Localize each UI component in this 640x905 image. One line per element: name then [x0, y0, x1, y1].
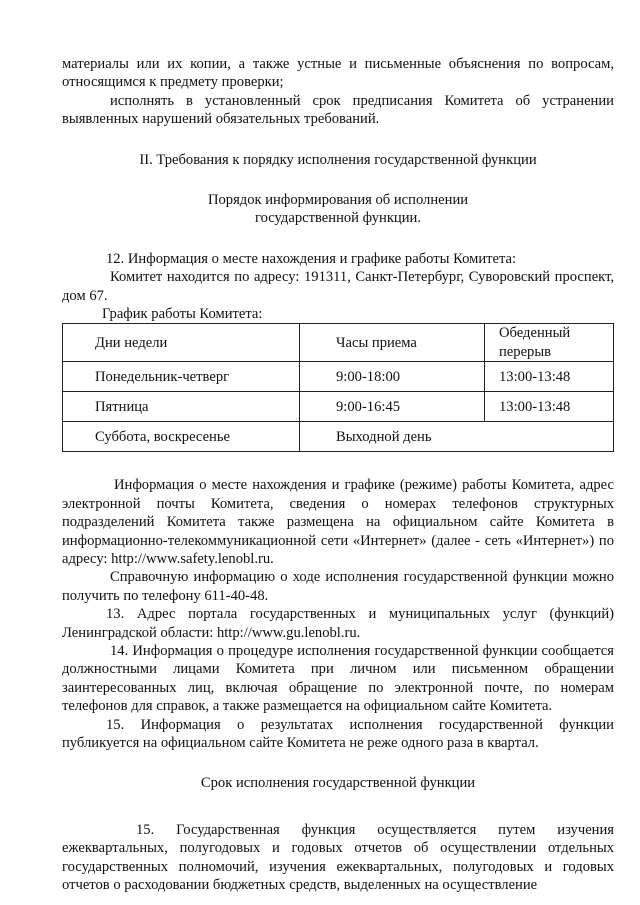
- item-15-results: 15. Информация о результатах исполнения государственной функции публикуется на официальном сайте Комитета не реже одного раза в квартал.: [62, 716, 614, 751]
- intro-paragraph-2: исполнять в установленный срок предписания Комитета об устранении выявленных нарушений обязательных требований.: [62, 92, 614, 128]
- paragraph-reference: Справочную информацию о ходе исполнения государственной функции можно получить по телефону 611-40-48.: [62, 569, 614, 604]
- row-2-days: Пятница: [63, 392, 300, 422]
- schedule-table: [62, 323, 614, 452]
- document-page: [62, 55, 614, 894]
- row-2-hours: 9:00-16:45: [300, 392, 485, 422]
- header-lunch: Обеденный перерыв: [485, 324, 614, 362]
- item-12-heading: 12. Информация о месте нахождения и графике работы Комитета:: [106, 250, 517, 267]
- item-13: 13. Адрес портала государственных и муниципальных услуг (функций) Ленинградской области: http://www.gu.lenobl.ru.: [62, 606, 614, 641]
- section-title: II. Требования к порядку исполнения государственной функции: [139, 151, 537, 168]
- header-days: Дни недели: [63, 324, 300, 362]
- header-hours: Часы приема: [300, 324, 485, 362]
- row-1-days: Понедельник-четверг: [63, 362, 300, 392]
- table-header-row: [63, 324, 614, 362]
- paragraph-info-site: Информация о месте нахождения и графике (режиме) работы Комитета, адрес электронной почты Комитета, сведения о номерах телефонов структурных подразделений Комитета также размещена на официальном сайте Комитета в информационно-телекоммуникационной сети «Интернет» (далее - сеть «Интернет») по адресу: http://www.safety.lenobl.ru.: [62, 477, 614, 567]
- row-3-value: Выходной день: [300, 422, 614, 452]
- intro-paragraph-1: материалы или их копии, а также устные и письменные объяснения по вопросам, относящимся к предмету проверки;: [62, 56, 614, 91]
- row-2-lunch: 13:00-13:48: [485, 392, 614, 422]
- table-row: [63, 392, 614, 422]
- row-3-days: Суббота, воскресенье: [63, 422, 300, 452]
- row-1-hours: 9:00-18:00: [300, 362, 485, 392]
- row-1-lunch: 13:00-13:48: [485, 362, 614, 392]
- table-row: [63, 422, 614, 452]
- schedule-label: График работы Комитета:: [102, 306, 263, 323]
- item-14: 14. Информация о процедуре исполнения государственной функции сообщается должностными лицами Комитета при личном или письменном обращении заинтересованных лиц, включая обращение по электронной почте, по номерам телефонов для справок, а также размещается на официальном сайте Комитета.: [62, 642, 614, 715]
- term-title: Срок исполнения государственной функции: [200, 775, 476, 792]
- item-15-term: 15. Государственная функция осуществляется путем изучения ежеквартальных, полугодовых и годовых отчетов об осуществлении отдельных государственных полномочий, изучения ежеквартальных, полугодовых и годовых отчетов о расходовании бюджетных средств, выделенных на осуществление: [62, 821, 614, 893]
- subsection-title-line-1: Порядок информирования об исполнении: [207, 192, 469, 209]
- table-row: [63, 362, 614, 392]
- item-12-address: Комитет находится по адресу: 191311, Санкт-Петербург, Суворовский проспект, дом 67.: [62, 269, 614, 304]
- subsection-title-line-2: государственной функции.: [254, 210, 422, 227]
